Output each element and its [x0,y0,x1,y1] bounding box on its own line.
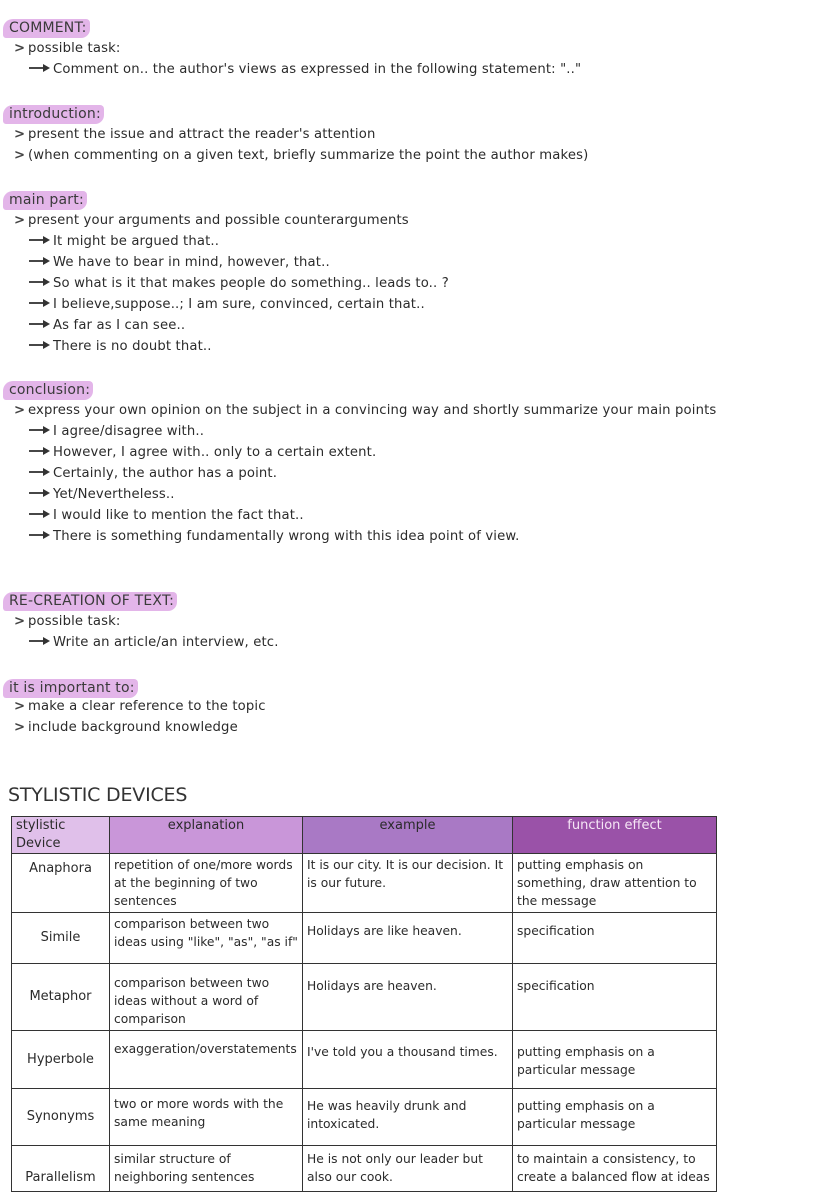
device-cell: Synonyms [12,1089,110,1146]
arrow-right-icon [29,256,51,266]
arrow-right-icon [29,425,51,435]
chevron-right-icon: > [14,614,26,629]
conclusion-arrow-item: Certainly, the author has a point. [29,465,277,483]
table-row [12,1031,717,1089]
header-example: example [303,817,513,854]
explanation-cell: exaggeration/overstatements [110,1031,303,1089]
stylistic-devices-table [11,816,717,1192]
example-cell: I've told you a thousand times. [303,1031,513,1089]
device-cell: Simile [12,913,110,964]
effect-cell: specification [513,964,717,1031]
recreation-heading: RE-CREATION OF TEXT: [3,590,177,611]
main-part-arrow-item: There is no doubt that.. [29,338,212,356]
comment-heading-label: COMMENT: [3,19,90,38]
explanation-cell: comparison between two ideas using "like", "as", "as if" [110,913,303,964]
table-row [12,854,717,913]
arrow-right-icon [29,636,51,646]
device-cell: Parallelism [12,1146,110,1192]
important-heading: it is important to: [3,677,138,698]
explanation-cell: two or more words with the same meaning [110,1089,303,1146]
table-row [12,1146,717,1192]
arrow-right-icon [29,488,51,498]
chevron-right-icon: > [14,720,26,735]
effect-cell: putting emphasis on something, draw attention to the message [513,854,717,913]
arrow-right-icon [29,530,51,540]
example-cell: It is our city. It is our decision. It is our future. [303,854,513,913]
table-row [12,913,717,964]
conclusion-bullet: > express your own opinion on the subject in a convincing way and shortly summarize your main points [14,403,717,418]
explanation-cell: comparison between two ideas without a word of comparison [110,964,303,1031]
arrow-right-icon [29,467,51,477]
header-function-effect: function effect [513,817,717,854]
table-row [12,1089,717,1146]
table-row [12,964,717,1031]
comment-arrow-item: Comment on.. the author's views as expressed in the following statement: ".." [29,61,581,79]
conclusion-arrow-item: I agree/disagree with.. [29,423,204,441]
chevron-right-icon: > [14,699,26,714]
chevron-right-icon: > [14,148,26,163]
important-bullet: > make a clear reference to the topic [14,699,266,714]
conclusion-arrow-item: There is something fundamentally wrong with this idea point of view. [29,528,519,546]
recreation-arrow-item: Write an article/an interview, etc. [29,634,279,652]
effect-cell: putting emphasis on a particular message [513,1031,717,1089]
conclusion-arrow-item: However, I agree with.. only to a certain extent. [29,444,376,462]
introduction-bullet: > present the issue and attract the reader's attention [14,127,376,142]
arrow-right-icon [29,235,51,245]
main-part-arrow-item: As far as I can see.. [29,317,185,335]
device-cell: Anaphora [12,854,110,913]
arrow-right-icon [29,509,51,519]
comment-bullet: > possible task: [14,41,121,56]
introduction-bullet: > (when commenting on a given text, briefly summarize the point the author makes) [14,148,589,163]
chevron-right-icon: > [14,213,26,228]
device-cell: Metaphor [12,964,110,1031]
introduction-heading: introduction: [3,103,104,124]
effect-cell: specification [513,913,717,964]
chevron-right-icon: > [14,403,26,418]
main-part-heading: main part: [3,189,87,210]
header-stylistic-device: stylistic Device [12,817,110,854]
arrow-right-icon [29,298,51,308]
arrow-right-icon [29,340,51,350]
effect-cell: to maintain a consistency, to create a balanced flow at ideas [513,1146,717,1192]
header-explanation: explanation [110,817,303,854]
main-part-arrow-item: We have to bear in mind, however, that.. [29,254,330,272]
arrow-right-icon [29,446,51,456]
arrow-right-icon [29,319,51,329]
explanation-cell: repetition of one/more words at the beginning of two sentences [110,854,303,913]
chevron-right-icon: > [14,41,26,56]
comment-heading [3,17,90,38]
conclusion-arrow-item: I would like to mention the fact that.. [29,507,304,525]
arrow-right-icon [29,63,51,73]
stylistic-devices-title: STYLISTIC DEVICES [8,784,188,806]
main-part-bullet: > present your arguments and possible counterarguments [14,213,409,228]
main-part-arrow-item: I believe,suppose..; I am sure, convinced, certain that.. [29,296,425,314]
table-header-row [12,817,717,854]
example-cell: Holidays are like heaven. [303,913,513,964]
conclusion-arrow-item: Yet/Nevertheless.. [29,486,175,504]
example-cell: Holidays are heaven. [303,964,513,1031]
main-part-arrow-item: So what is it that makes people do something.. leads to.. ? [29,275,449,293]
example-cell: He was heavily drunk and intoxicated. [303,1089,513,1146]
recreation-bullet: > possible task: [14,614,121,629]
effect-cell: putting emphasis on a particular message [513,1089,717,1146]
main-part-arrow-item: It might be argued that.. [29,233,219,251]
example-cell: He is not only our leader but also our cook. [303,1146,513,1192]
explanation-cell: similar structure of neighboring sentences [110,1146,303,1192]
important-bullet: > include background knowledge [14,720,238,735]
conclusion-heading: conclusion: [3,379,93,400]
device-cell: Hyperbole [12,1031,110,1089]
chevron-right-icon: > [14,127,26,142]
arrow-right-icon [29,277,51,287]
